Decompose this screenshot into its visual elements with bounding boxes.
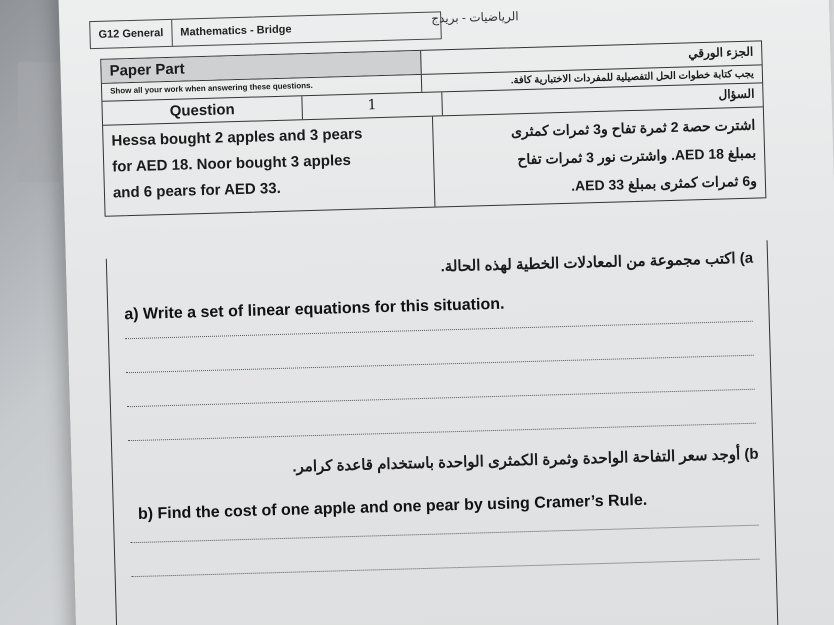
question-line-ar: بمبلغ AED 18. واشترت نور 3 ثمرات تفاح [517, 144, 757, 168]
answer-area [106, 240, 779, 625]
part-b-ar: b) أوجد سعر التفاحة الواحدة وثمرة الكمثرى الواحدة باستخدام قاعدة كرامر. [292, 445, 759, 476]
question-label-ar: السؤال [718, 86, 755, 102]
grade-label: G12 General [90, 20, 173, 48]
instruction: Show all your work when answering these questions. [102, 75, 422, 101]
answer-line[interactable] [125, 321, 753, 340]
question-number: 1 [302, 92, 443, 119]
question-table [100, 40, 766, 216]
question-line: for AED 18. Noor bought 3 apples [112, 151, 352, 176]
subject-label-ar: الرياضيات - بريدج [431, 9, 519, 26]
part-a-en: a) Write a set of linear equations for this situation. [124, 295, 505, 324]
exam-sheet [58, 0, 834, 625]
paper-title-ar: الجزء الورقي [688, 44, 754, 61]
subject-label: Mathematics - Bridge [180, 23, 292, 39]
question-line: and 6 pears for AED 33. [112, 179, 281, 202]
answer-line[interactable] [127, 389, 755, 408]
part-b-en: b) Find the cost of one apple and one pear by using Cramer’s Rule. [137, 491, 648, 523]
answer-line[interactable] [128, 423, 756, 442]
answer-line[interactable] [131, 525, 759, 544]
part-a-ar: a) اكتب مجموعة من المعادلات الخطية لهذه الحالة. [440, 249, 754, 276]
question-label: Question [102, 96, 303, 125]
question-body-row [103, 107, 765, 215]
header-row [89, 11, 442, 49]
question-line-ar: و6 ثمرات كمثرى بمبلغ AED 33. [570, 172, 758, 194]
background-object [18, 62, 60, 182]
question-line: Hessa bought 2 apples and 3 pears [111, 125, 363, 150]
question-line-ar: اشترت حصة 2 ثمرة تفاح و3 ثمرات كمثرى [510, 116, 756, 140]
instruction-ar: يجب كتابة خطوات الحل التفصيلية للمفردات الاختبارية كافة. [510, 68, 755, 87]
answer-line[interactable] [132, 559, 760, 578]
paper-title: Paper Part [101, 51, 422, 83]
answer-line[interactable] [126, 355, 754, 374]
question-text [103, 117, 435, 216]
question-text-ar [433, 107, 765, 206]
